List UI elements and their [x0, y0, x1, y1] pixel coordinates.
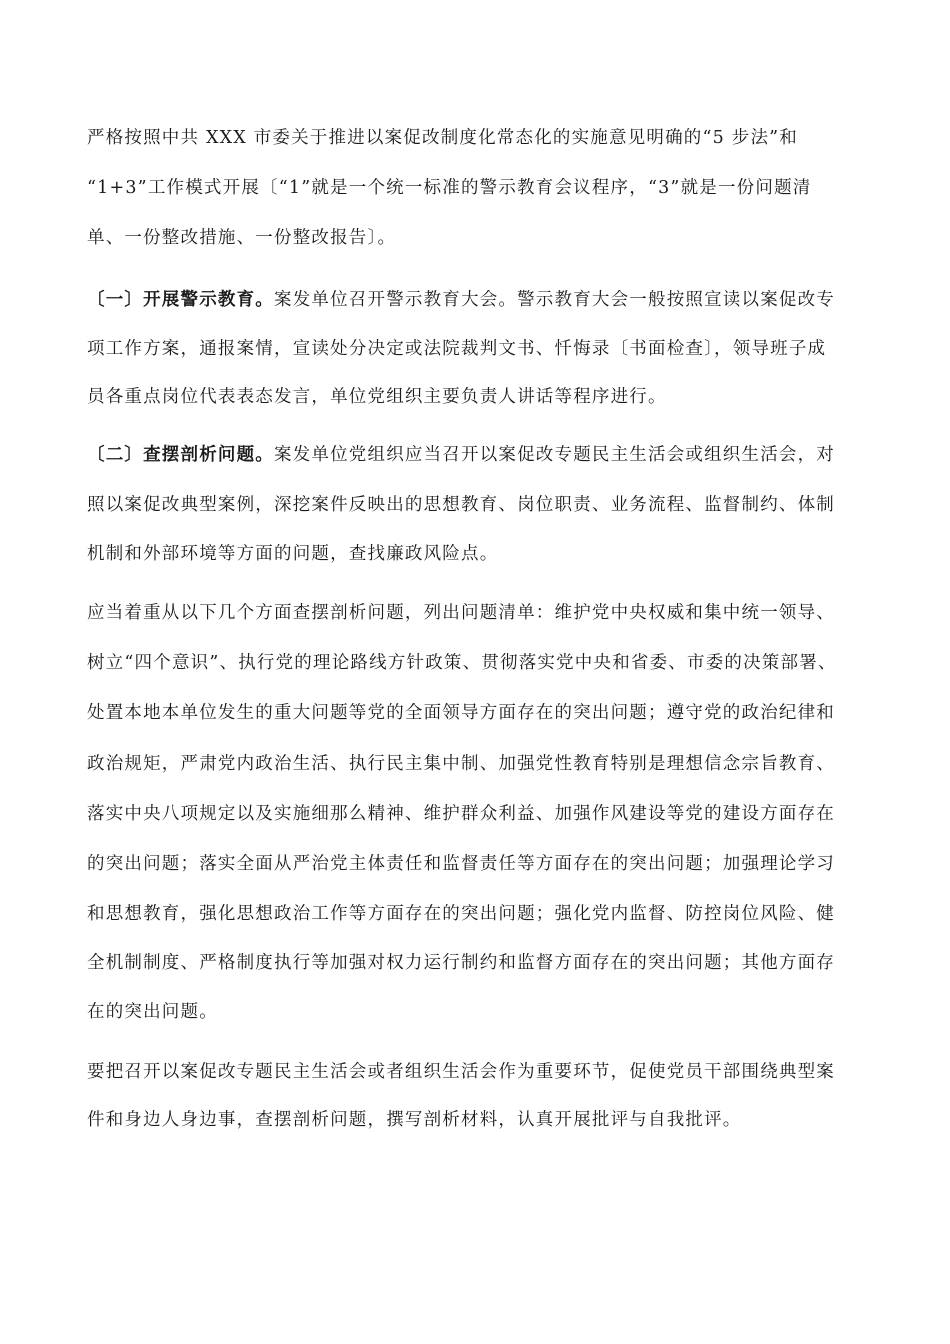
- text-line: 政治规矩，严肃党内政治生活、执行民主集中制、加强党性教育特别是理想信念宗旨教育、: [87, 754, 835, 774]
- text-line: 照以案促改典型案例，深挖案件反映出的思想教育、岗位职责、业务流程、监督制约、体制: [87, 495, 835, 515]
- section-heading: 〔二〕查摆剖析问题。: [87, 445, 274, 465]
- text-line: “1+3”工作模式开展〔“1”就是一个统一标准的警示教育会议程序，“3”就是一份问题清: [87, 178, 812, 198]
- text-line: 严格按照中共 XXX 市委关于推进以案促改制度化常态化的实施意见明确的“5 步法”和: [87, 128, 798, 148]
- text-line: 在的突出问题。: [87, 1002, 218, 1022]
- text-line: 和思想教育，强化思想政治工作等方面存在的突出问题；强化党内监督、防控岗位风险、健: [87, 904, 835, 924]
- text-line: 机制和外部环境等方面的问题，查找廉政风险点。: [87, 544, 499, 564]
- text-line: 的突出问题；落实全面从严治党主体责任和监督责任等方面存在的突出问题；加强理论学习: [87, 854, 835, 874]
- text-line: [87, 288, 835, 312]
- text-line: 单、一份整改措施、一份整改报告〕。: [87, 228, 397, 248]
- text-line: 处置本地本单位发生的重大问题等党的全面领导方面存在的突出问题；遵守党的政治纪律和: [87, 703, 835, 723]
- text-line: 全机制制度、严格制度执行等加强对权力运行制约和监督方面存在的突出问题；其他方面存: [87, 953, 835, 973]
- text-line: 要把召开以案促改专题民主生活会或者组织生活会作为重要环节，促使党员干部围绕典型案: [87, 1062, 835, 1082]
- text-line: [87, 443, 835, 467]
- text-line: 件和身边人身边事，查摆剖析问题，撰写剖析材料，认真开展批评与自我批评。: [87, 1110, 742, 1130]
- text-line: 树立“四个意识”、执行党的理论路线方针政策、贯彻落实党中央和省委、市委的决策部署、: [87, 653, 837, 673]
- text-line: 应当着重从以下几个方面查摆剖析问题，列出问题清单：维护党中央权威和集中统一领导、: [87, 603, 835, 623]
- section-heading: 〔一〕开展警示教育。: [87, 290, 274, 310]
- text-line: 项工作方案，通报案情，宣读处分决定或法院裁判文书、忏悔录〔书面检查〕，领导班子成: [87, 339, 827, 359]
- section-text: 案发单位党组织应当召开以案促改专题民主生活会或组织生活会，对: [274, 445, 835, 465]
- text-line: 员各重点岗位代表表态发言，单位党组织主要负责人讲话等程序进行。: [87, 387, 667, 407]
- section-text: 案发单位召开警示教育大会。警示教育大会一般按照宣读以案促改专: [274, 290, 835, 310]
- text-line: 落实中央八项规定以及实施细那么精神、维护群众利益、加强作风建设等党的建设方面存在: [87, 804, 835, 824]
